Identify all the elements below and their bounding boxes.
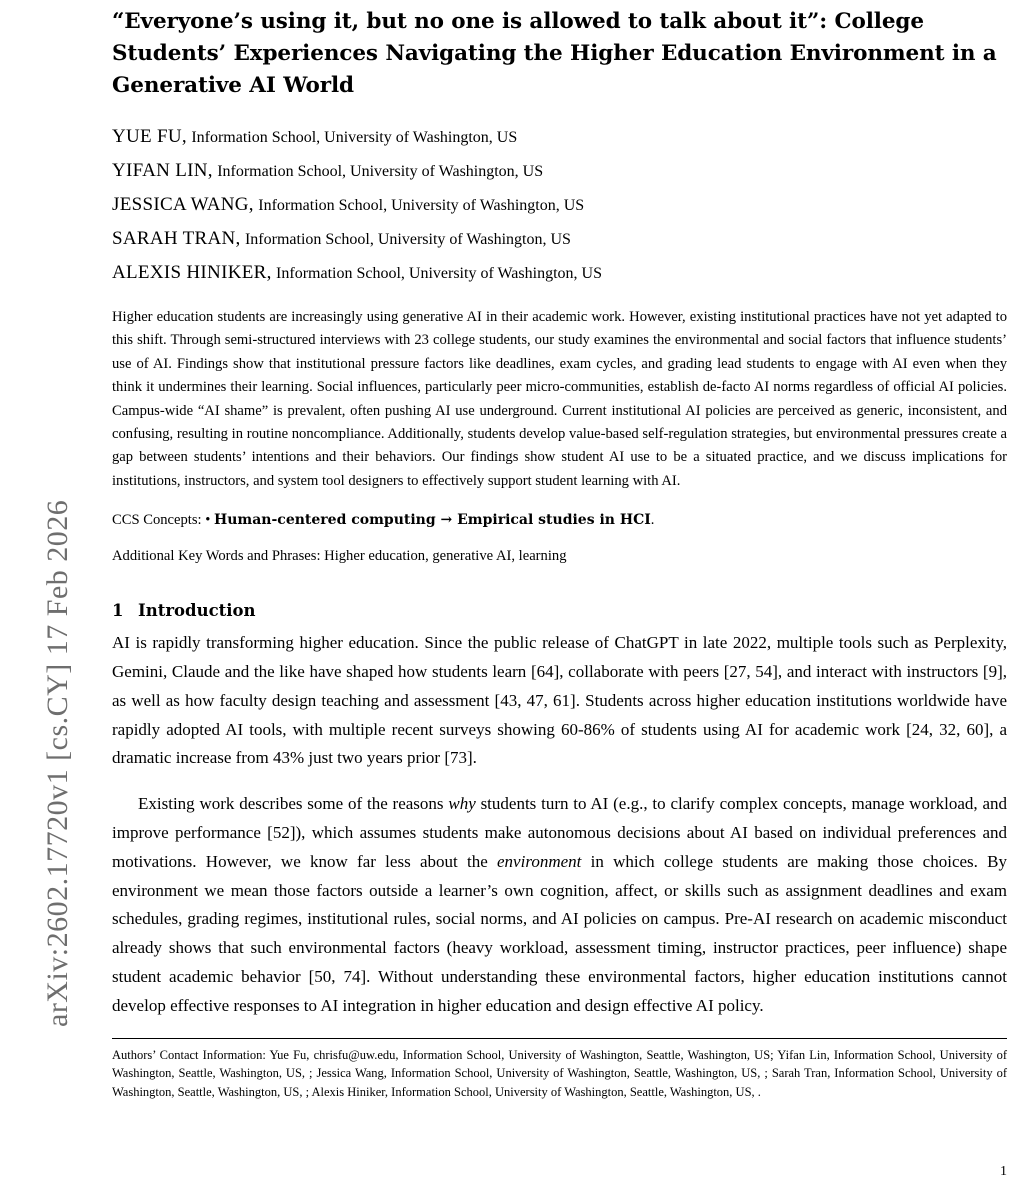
ccs-label: CCS Concepts: • (112, 512, 215, 529)
author-name: YIFAN LIN, (112, 160, 213, 181)
author-affiliation: Information School, University of Washington, US (244, 231, 571, 248)
author-name: SARAH TRAN, (112, 228, 241, 249)
ccs-period: . (650, 512, 655, 529)
author-list (112, 120, 1007, 290)
footnote-divider (112, 1038, 1007, 1039)
author-affiliation: Information School, University of Washington, US (191, 129, 518, 146)
section-number: 1 (112, 601, 124, 621)
ccs-concepts (112, 509, 1007, 531)
author-affiliation: Information School, University of Washington, US (276, 265, 602, 282)
author-name: ALEXIS HINIKER, (112, 262, 272, 283)
author-entry (112, 256, 1007, 290)
paragraph-2-part-b: students turn to AI (e.g., to clarify complex concepts, manage workload, and improve performance [52]), which assumes students make autonomous decisions about AI based on individual preferences and motivations. However, we know far less about the (112, 794, 1007, 871)
author-name: JESSICA WANG, (112, 194, 254, 215)
abstract: Higher education students are increasingly using generative AI in their academic work. However, existing institutional practices have not yet adapted to this shift. Through semi-structured interviews with 23 college students, our study examines the environmental and social factors that influence students’ use of AI. Findings show that institutional pressure factors like deadlines, exam cycles, and grading lead students to engage with AI even when they think it undermines their learning. Social influences, particularly peer micro-communities, establish de-facto AI norms regardless of official AI policies. Campus-wide “AI shame” is prevalent, often pushing AI use underground. Current institutional AI policies are perceived as generic, inconsistent, and confusing, resulting in routine noncompliance. Additionally, students develop value-based self-regulation strategies, but environmental pressures create a gap between students’ intentions and their behaviors. Our findings show student AI use to be a situated practice, and we discuss implications for institutions, instructors, and system tool designers to effectively support student learning with AI. (112, 309, 1007, 489)
paper-content (112, 0, 1007, 1101)
author-entry (112, 154, 1007, 188)
section-title: Introduction (138, 601, 256, 621)
paragraph-2-part-c: in which college students are making those choices. By environment we mean those factors outside a learner’s own cognition, affect, or skills such as assignment deadlines and exam schedules, grading regimes, institutional rules, social norms, and AI policies on campus. Pre-AI research on academic misconduct already shows that such environmental factors (heavy workload, assessment timing, instructor practices, peer influence) shape student academic behavior [50, 74]. Without understanding these environmental factors, higher education institutions cannot develop effective responses to AI integration in higher education and design effective AI policy. (112, 851, 1007, 1015)
author-entry (112, 120, 1007, 154)
paragraph-2-part-a: Existing work describes some of the reasons (138, 794, 449, 814)
keywords: Additional Key Words and Phrases: Higher education, generative AI, learning (112, 548, 567, 565)
page-title: “Everyone’s using it, but no one is allowed to talk about it”: College Students’ Experiences Navigating the Higher Education Environment in a Generative AI World (112, 9, 997, 98)
author-affiliation: Information School, University of Washington, US (217, 163, 544, 180)
arxiv-stamp: arXiv:2602.17720v1 [cs.CY] 17 Feb 2026 (41, 499, 74, 1027)
paragraph-2-emph-environment: environment (497, 851, 582, 871)
paragraph-1: AI is rapidly transforming higher education. Since the public release of ChatGPT in late 2022, multiple tools such as Perplexity, Gemini, Claude and the like have shaped how students learn [64], collaborate with peers [27, 54], and interact with instructors [9], as well as how faculty design teaching and assessment [43, 47, 61]. Students across higher education institutions worldwide have rapidly adopted AI tools, with multiple recent surveys showing 60-86% of students using AI for academic work [24, 32, 60], a dramatic increase from 43% just two years prior [73]. (112, 633, 1007, 768)
paragraph-2-emph-why: why (448, 794, 476, 814)
author-name: YUE FU, (112, 126, 187, 147)
author-entry (112, 188, 1007, 222)
page-number: 1 (1000, 1164, 1007, 1179)
footnote-contact-info: Authors’ Contact Information: Yue Fu, chrisfu@uw.edu, Information School, University of Washington, Seattle, Washington, US; Yifan Lin, Information School, University of Washington, Seattle, Washington, US, ; Jessica Wang, Information School, University of Washington, Seattle, Washington, US, ; Sarah Tran, Information School, University of Washington, Seattle, Washington, US, ; Alexis Hiniker, Information School, University of Washington, Seattle, Washington, US, . (112, 1047, 1007, 1099)
author-affiliation: Information School, University of Washington, US (258, 197, 585, 214)
paragraph-2 (112, 790, 1007, 1020)
ccs-concept: Human-centered computing → Empirical studies in HCI (214, 512, 651, 529)
author-entry (112, 222, 1007, 256)
section-heading-introduction (112, 601, 1007, 620)
